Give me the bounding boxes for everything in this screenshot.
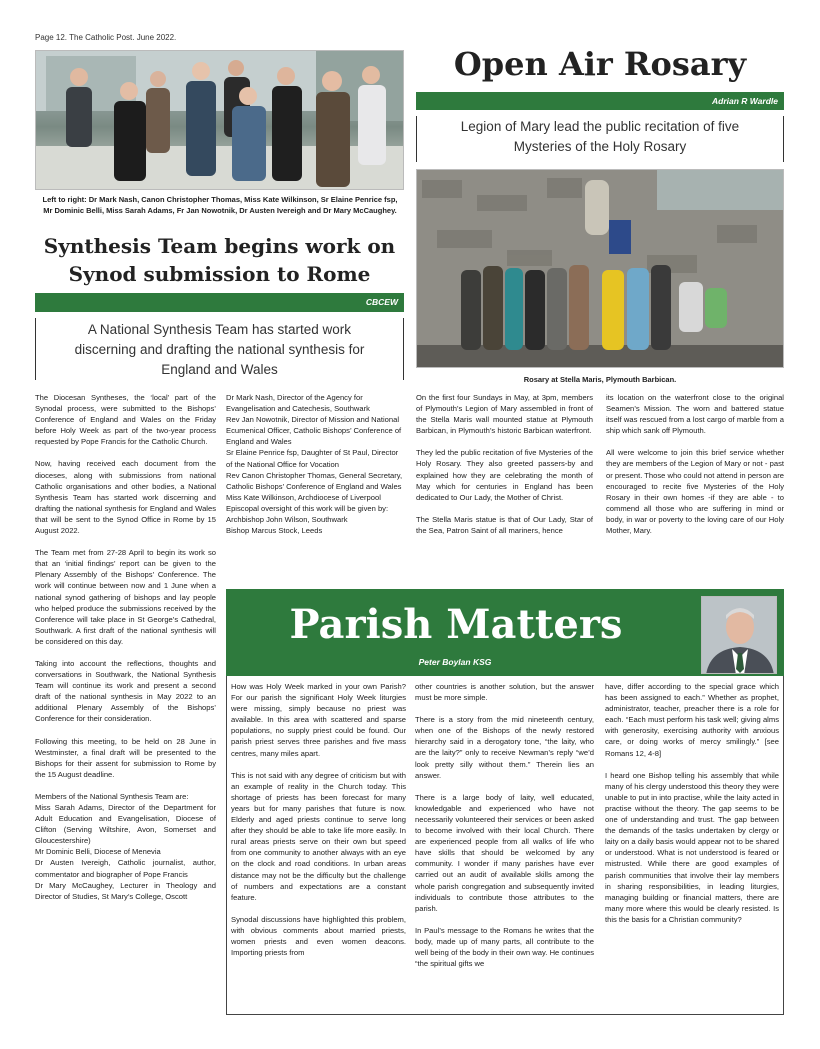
member-entry: Mr Dominic Belli, Diocese of Menevia — [35, 847, 161, 857]
parish-matters-byline: Peter Boylan KSG — [418, 657, 492, 667]
paragraph: In Paul’s message to the Romans he writes that the body, made up of many parts, all contribute to the well being of the body in their own way. He continues “the spiritual gifts we — [415, 925, 594, 969]
parish-matters-column-2 — [415, 681, 594, 1011]
paragraph: How was Holy Week marked in your own Parish? For our parish the significant Holy Week liturgies were missing, simply because no priest was available. In this area with scattered and sparse populations, no supply priest could be found. Our parish priest serves three parishes and five mass centres, many miles apart. — [231, 682, 406, 758]
member-entry: Miss Sarah Adams, Director of the Department for Adult Education and Evangelisation, Diocese of Clifton (Serving Wiltshire, Avon, Somerset and Gloucestershire) — [35, 803, 216, 846]
parish-matters-title: Parish Matters — [289, 601, 623, 648]
paragraph: The Stella Maris statue is that of Our Lady, Star of the Sea, Patron Saint of all mariners, hence — [416, 514, 593, 535]
page-folio: Page 12. The Catholic Post. June 2022. — [35, 33, 177, 42]
member-entry: Dr Mark Nash, Director of the Agency for Evangelisation and Catechesis, Southwark — [226, 393, 370, 414]
synod-article-column-1 — [35, 392, 216, 1020]
paragraph: There is a story from the mid nineteenth century, when one of the Bishops of the newly restored hierarchy said in a derogatory tone, “the laity, who are the laity?” only to receive Newman’s reply “we’d look pretty silly without them.” Therein lies an answer. — [415, 715, 594, 780]
synthesis-team-photo-caption: Left to right: Dr Mark Nash, Canon Christopher Thomas, Miss Kate Wilkinson, Sr Elaine Penrice fsp, Mr Dominic Belli, Miss Sarah Adams, Fr Jan Nowotnik, Dr Austen Ivereigh and Dr Mary McCaughey. — [42, 195, 398, 215]
paragraph: have, differ according to the special grace which has been assigned to each.” Whether as prophet, administrator, teacher, preacher there is a role for each. “Each must perform his task well; giving alms with generosity, exercising authority with anxious care, or doing works of mercy smilingly.” [see Romans 12, 4-8] — [605, 682, 779, 758]
parish-matters-column-3 — [605, 681, 779, 1011]
rosary-photo — [416, 169, 784, 368]
rosary-byline-bar: Adrian R Wardle — [416, 92, 784, 110]
synod-headline-line-2: Synod submission to Rome — [68, 262, 371, 286]
paragraph: its location on the waterfront close to the original Seamen’s Mission. The worn and battered statue itself was rescued from a lost cargo of marble from a ship which sank off Plymouth. — [606, 393, 784, 436]
synod-headline — [35, 232, 404, 288]
members-intro: Members of the National Synthesis Team are: — [35, 791, 189, 801]
paragraph: The Team met from 27-28 April to begin its work so that an ‘initial findings’ report can be given to the Plenary Assembly of the Bishops’ Conference. The work will continue between now and 1 June when a national synod gathering of bishops and lay people who helped produce the submissions received by the Conference will take place in St George’s Cathedral, Southwark. A first draft of the national synthesis will be considered on this day. — [35, 548, 216, 646]
member-entry: Dr Mary McCaughey, Lecturer in Theology and Director of Studies, St Mary’s College, Oscott — [35, 880, 216, 901]
paragraph: Synodal discussions have highlighted this problem, with obvious comments about married priests, women priests and even women deacons. Importing priests from — [231, 914, 406, 958]
synthesis-team-photo — [35, 50, 404, 190]
member-entry: Dr Austen Ivereigh, Catholic journalist, author, commentator and biographer of Pope Francis — [35, 858, 216, 879]
member-entry: Bishop Marcus Stock, Leeds — [226, 526, 323, 536]
member-entry: Episcopal oversight of this work will be given by: Archbishop John Wilson, Southwark — [226, 503, 389, 525]
rosary-headline: Open Air Rosary — [453, 45, 747, 83]
synod-article-column-2 — [226, 392, 404, 582]
synod-headline-line-1: Synthesis Team begins work on — [43, 234, 396, 258]
synod-standfirst: A National Synthesis Team has started work discerning and drafting the national synthesis for England and Wales — [35, 318, 404, 380]
paragraph: This is not said with any degree of criticism but with an example of reality in the Church today. This shortage of priests has been forecast for many years but for many parishes that future is now. Elderly and aged priests continue to serve long after they should be able to take life more easily. In rural areas priests serve on their own but speed from one community to another always with an eye on the clock and road conditions. In urban areas distance may not be the difficulty but the challenge of numbers and expectations are a constant feature. — [231, 770, 406, 902]
member-entry: Miss Kate Wilkinson, Archdiocese of Liverpool — [226, 492, 381, 502]
rosary-standfirst: Legion of Mary lead the public recitation of five Mysteries of the Holy Rosary — [416, 116, 784, 162]
synod-byline-bar: CBCEW — [35, 293, 404, 312]
paragraph: other countries is another solution, but the answer must be more simple. — [415, 682, 594, 703]
paragraph: There is a large body of laity, well educated, knowledgable and experienced who have not necessarily volunteered their services or been asked to become involved with their local Church. There are experienced people from all walks of life who have skills that should be welcomed by any community. I wonder if many parishes have ever carried out an audit of available skills among the whole parish congregation and subsequently invited individuals to contribute those attributes to the parish. — [415, 792, 594, 913]
paragraph: Taking into account the reflections, thoughts and conversations in Southwark, the National Synthesis Team will continue its work and present a second draft of the national synthesis in May 2022 to an additional Plenary Assembly of the Bishops’ Conference for their consideration. — [35, 658, 216, 724]
paragraph: Following this meeting, to be held on 28 June in Westminster, a final draft will be presented to the Bishops for their assent for submission to Rome by the 15 August deadline. — [35, 736, 216, 779]
author-portrait — [701, 596, 777, 674]
parish-matters-column-1 — [231, 681, 406, 1011]
paragraph: On the first four Sundays in May, at 3pm, members of Plymouth’s Legion of Mary assembled in front of the Stella Maris wall mounted statue at Plymouth Barbican, in Plymouth’s historic Barbican waterfront. — [416, 393, 593, 436]
rosary-article-column-2 — [606, 392, 784, 582]
paragraph: I heard one Bishop telling his assembly that while many of his clergy understood this theory they were unable to put in into practise, while the laity acted in practise without the theory. The gap seems to be one of understanding and trust. The gap between the demands of the tasks undertaken by clergy or laity on a daily basis would appear not to be shared or understood. What is not understood is feared or mistrusted. While there are good examples of parish communities that involve their lay members in sharing responsibilities, in leading liturgies, managing building or financial matters, there are many more where this would be clearly resisted. Is this the basis for a Christian community? — [605, 770, 779, 924]
paragraph: Now, having received each document from the dioceses, along with submissions from national Catholic organisations and other bodies, a National Synthesis Team has started work discerning and drafting the national synthesis for England and Wales that will be sent to the Synod Office in Rome by 15 August 2022. — [35, 459, 216, 536]
member-entry: Rev Jan Nowotnik, Director of Mission and National Ecumenical Officer, Catholic Bishops’ Conference of England and Wales — [226, 415, 402, 447]
paragraph: The Diocesan Syntheses, the ‘local’ part of the Synodal process, were submitted to the Bishops’ Conference of England and Wales on the Friday before Holy Week as part of the two-year process requested by Pope Francis for the Catholic Church. — [35, 393, 216, 447]
rosary-photo-caption: Rosary at Stella Maris, Plymouth Barbican. — [523, 375, 677, 384]
paragraph: They led the public recitation of five Mysteries of the Holy Rosary. They also greeted passers-by and explained how they are celebrating the month of May which for centuries in England has been dedicated to Our Lady, the Mother of Christ. — [416, 448, 593, 502]
paragraph: All were welcome to join this brief service whether they are members of the Legion of Mary or not - past or present. Those who could not attend in person are encouraged to recite five Mysteries of the Holy Rosary in their own homes -if they are able - to commend all those who are suffering in mind or body, in war or poverty to the loving care of our Holy Mother, Mary. — [606, 448, 784, 536]
rosary-article-column-1 — [416, 392, 593, 582]
member-entry: Rev Canon Christopher Thomas, General Secretary, Catholic Bishops’ Conference of England and Wales — [226, 470, 403, 491]
member-entry: Sr Elaine Penrice fsp, Daughter of St Paul, Director of the National Office for Vocation — [226, 448, 399, 469]
